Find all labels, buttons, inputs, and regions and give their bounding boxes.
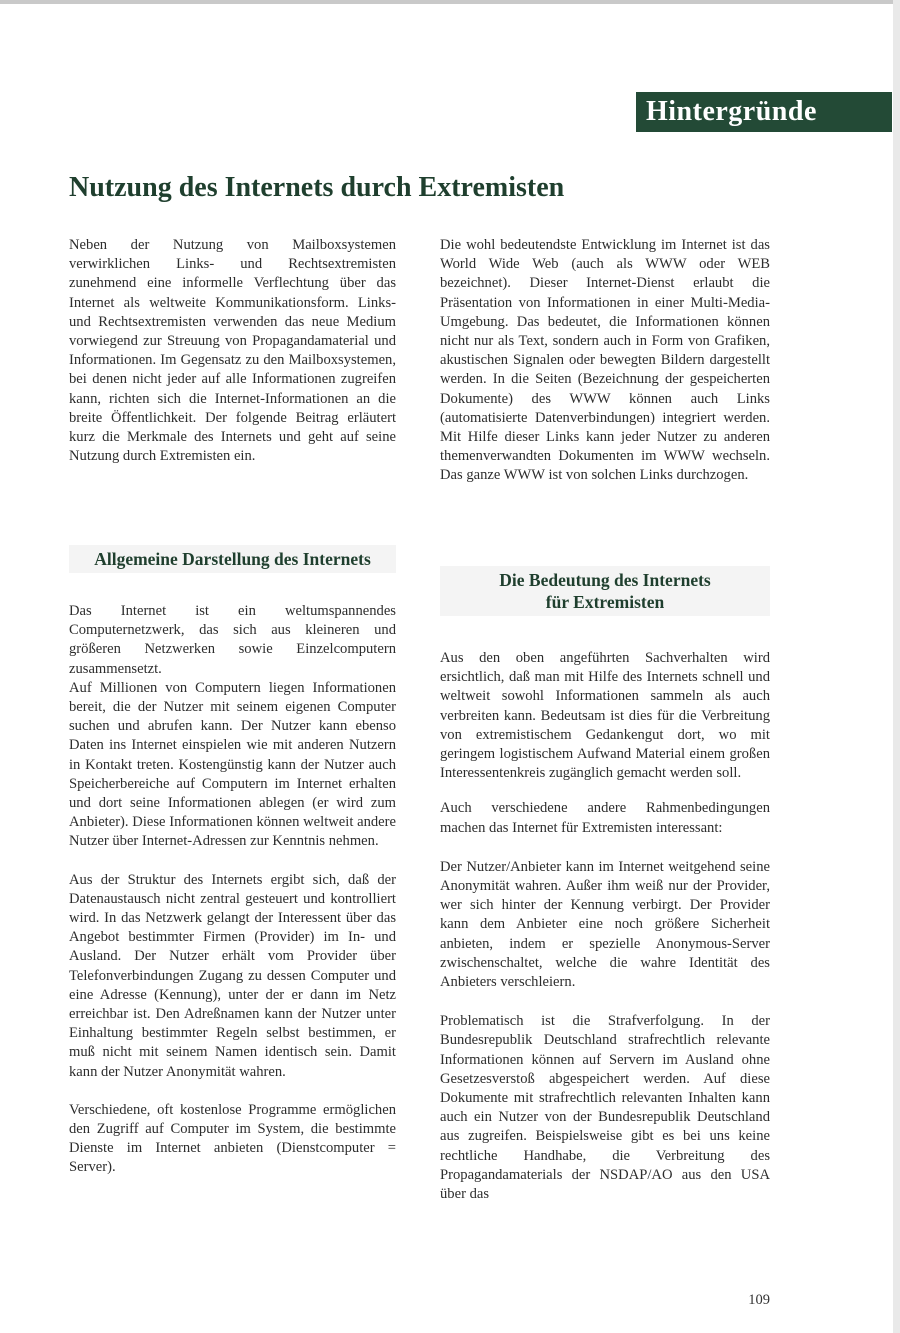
www-column <box>440 236 770 486</box>
section2-heading-line2: für Extremisten <box>545 592 665 612</box>
section2-paragraph-1: Aus den oben angeführten Sachverhalten wird ersichtlich, daß man mit Hilfe des Internets schnell und weltweit sowohl Informationen sammeln als auch verbreiten kann. Bedeutsam ist dies für die Verbreitung von extremistischem Gedankengut dort, wo mit geringem logistischem Aufwand Material einem großen Interessentenkreis zugänglich gemacht werden soll. <box>440 650 770 782</box>
section1-paragraph-3: Aus der Struktur des Internets ergibt sich, daß der Datenaustausch nicht zentral gesteuert und kontrolliert wird. In das Netzwerk gelangt der Interessent über das Angebot bestimmter Firmen (Provider) im In- und Ausland. Der Nutzer erhält vom Provider über Telefonverbindungen Zugang zu dessen Computer und eine Adresse (Kennung), unter der er dann im Netz erreichbar ist. Den Adreßnamen kann der Nutzer unter Einhaltung bestimmter Regeln selbst bestimmen, er muß nicht mit seinem Namen identisch sein. Damit kann der Nutzer Anonymität wahren. <box>69 871 396 1080</box>
article-title: Nutzung des Internets durch Extremisten <box>69 172 565 203</box>
section1-paragraph-2: Auf Millionen von Computern liegen Informationen bereit, die der Nutzer mit seinem eigenen Computer suchen und abrufen kann. Der Nutzer kann ebenso Daten ins Internet einspielen wie mit anderen Nutzern in Kontakt treten. Kostengünstig kann der Nutzer auch Speicherbereiche auf Computern im Internet erhalten und dort seine Informationen ablegen (er wird zum Anbieter). Diese Informationen können weltweit andere Nutzer über Internet-Adressen zur Kenntnis nehmen. <box>69 679 396 850</box>
section1-heading: Allgemeine Darstellung des Internets <box>69 545 396 573</box>
www-paragraph: Die wohl bedeutendste Entwicklung im Internet ist das World Wide Web (auch als WWW oder WEB bezeichnet). Dieser Internet-Dienst erlaubt die Präsentation von Informationen in einer Multi-Media-Umgebung. Das bedeutet, die Informationen können nicht nur als Text, sondern auch in Form von Grafiken, akustischen Signalen oder bewegten Bildern dargestellt werden. In die Seiten (Bezeichnung der gespeicherten Dokumente) des WWW können auch Links (automatisierte Datenverbindungen) integriert werden. Mit Hilfe dieser Links kann jeder Nutzer zu anderen themenverwandten Dokumenten im WWW wechseln. Das ganze WWW ist von solchen Links durchzogen. <box>440 237 770 484</box>
section1-paragraph-1: Das Internet ist ein weltumspannendes Computernetzwerk, das sich aus kleineren und größeren Netzwerken sowie Einzelcomputern zusammensetzt. <box>69 603 396 677</box>
section2-paragraph-4: Problematisch ist die Strafverfolgung. In der Bundesrepublik Deutschland strafrechtlich relevante Informationen können auf Servern im Ausland ohne Gesetzesverstoß abgespeichert werden. Auf diese Dokumente mit strafrechtlich relevanten Inhalten kann auch ein Nutzer von der Bundesrepublik Deutschland aus zugreifen. Beispielsweise gibt es bei uns keine rechtliche Handhabe, die Verbreitung des Propagandamaterials der NSDAP/AO aus den USA über das <box>440 1013 770 1203</box>
section2-heading <box>440 566 770 616</box>
section2-paragraph-3: Der Nutzer/Anbieter kann im Internet weitgehend seine Anonymität wahren. Außer ihm weiß nur der Provider, wer sich hinter der Kennung verbirgt. Der Provider kann dem Anbieter eine noch größere Sicherheit anbieten, indem er spezielle Anonymous-Server zwischenschaltet, welche die wahre Identität des Anbieters verschleiern. <box>440 858 770 991</box>
top-border <box>0 0 893 4</box>
section2-heading-line1: Die Bedeutung des Internets <box>499 570 711 590</box>
intro-column <box>69 236 396 466</box>
section2-paragraph-2: Auch verschiedene andere Rahmenbedingungen machen das Internet für Extremisten interessant: <box>440 800 770 836</box>
page-edge <box>893 0 900 1333</box>
page-number: 109 <box>748 1292 770 1308</box>
section1-body <box>69 602 396 1178</box>
section2-body <box>440 649 770 1204</box>
section-tab: Hintergründe <box>636 92 892 132</box>
section1-paragraph-4: Verschiedene, oft kostenlose Programme ermöglichen den Zugriff auf Computer im System, die bestimmte Dienste im Internet anbieten (Dienstcomputer = Server). <box>69 1101 396 1176</box>
intro-paragraph: Neben der Nutzung von Mailboxsystemen verwirklichen Links- und Rechtsextremisten zunehmend eine informelle Verflechtung über das Internet als weltweite Kommunikationsform. Links- und Rechtsextremisten verwenden das neue Medium vorwiegend zur Streuung von Propagandamaterial und Informationen. Im Gegensatz zu den Mailboxsystemen, bei denen nicht jeder auf alle Informationen zugreifen kann, richten sich die Internet-Informationen an die breite Öffentlichkeit. Der folgende Beitrag erläutert kurz die Merkmale des Internets und geht auf seine Nutzung durch Extremisten ein. <box>69 237 396 465</box>
